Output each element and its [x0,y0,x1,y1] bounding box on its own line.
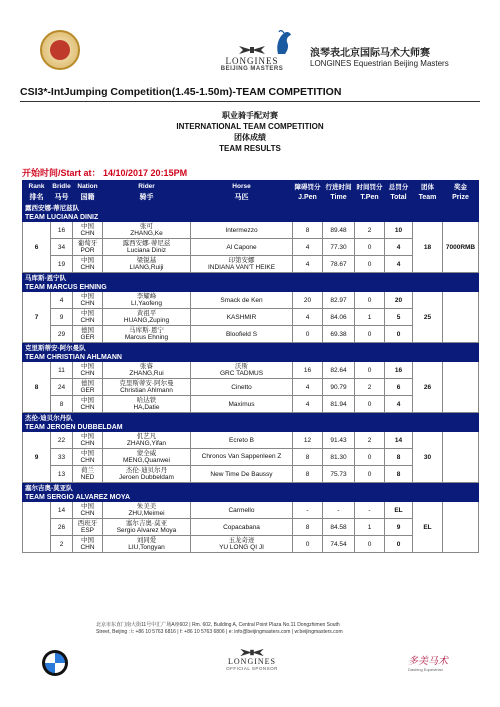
nation-cn: 德国 [81,379,94,387]
horse-name-cn: 沃斯 [235,362,248,370]
results-table [22,180,479,553]
nation-cn: 葡萄牙 [77,239,98,247]
nation-cell [73,362,103,379]
team-total: 26 [413,362,443,413]
team-name-en: TEAM MARCUS EHNING [23,283,479,292]
team-name-cn: 克里斯蒂安-阿尔曼队 [23,343,479,353]
col-total: Total [385,192,413,203]
table-row [23,519,479,536]
rider-name-cn: 仉艺凡 [136,432,157,440]
rider-name: Sergio Alvarez Moya [116,527,177,534]
time-value: 84.58 [323,519,355,536]
team-rank: 7 [23,292,51,343]
rider-cell [103,536,191,553]
rider-name: ZHANG,Ke [130,230,163,237]
dashing-equestrian-logo [408,652,468,676]
jumping-penalty: 4 [293,256,323,273]
table-row [23,309,479,326]
team-rank: 6 [23,222,51,273]
nation-cn: 中国 [81,292,94,300]
team-header-cn [23,273,479,283]
time-value: 75.73 [323,466,355,483]
rider-cell [103,362,191,379]
nation-cell [73,309,103,326]
time-penalty: 0 [355,396,385,413]
time-penalty: 2 [355,432,385,449]
longines-sponsor-logo [212,648,292,671]
nation-cell [73,292,103,309]
nation-cell [73,256,103,273]
rider-name: Christian Ahlmann [120,387,173,394]
total-penalty: 0 [385,326,413,343]
total-penalty: 20 [385,292,413,309]
jumping-penalty: 8 [293,449,323,466]
nation-cell [73,239,103,256]
nation-cn: 德国 [81,326,94,334]
table-row [23,396,479,413]
jumping-penalty: 16 [293,362,323,379]
team-rank: 8 [23,362,51,413]
horse-name: GRC TADMUS [219,370,264,377]
rider-name: HA,Datie [133,404,160,411]
team-header-en [23,283,479,292]
time-penalty: 0 [355,256,385,273]
col-jpen: J.Pen [293,192,323,203]
sponsor-right-en: Dashing Equestrian [408,667,443,672]
nation-cell [73,396,103,413]
table-row [23,536,479,553]
bridle-number: 19 [51,256,73,273]
rider-name-cn: 梁锐基 [136,256,157,264]
col-team-cn: 团体 [413,181,443,192]
col-horse: Horse [191,181,293,192]
rider-name: LI,Yaofeng [131,300,162,307]
rider-cell [103,222,191,239]
col-rider-cn: 骑手 [103,192,191,203]
nation-code: CHN [80,370,95,377]
rider-name: Luciana Diniz [126,247,167,254]
horse-cell: Chronos Van Sappenleen Z [191,449,293,466]
rider-cell [103,256,191,273]
rider-name: Jeroen Dubbeldam [119,474,174,481]
title-divider [20,101,480,102]
col-prize: Prize [443,192,479,203]
jumping-penalty: 4 [293,239,323,256]
sponsor-brand: LONGINES [228,657,276,666]
rider-name-cn: 朱美美 [136,502,157,510]
time-penalty: 0 [355,536,385,553]
horse-cell: Cinetto [191,379,293,396]
bridle-number: 16 [51,222,73,239]
nation-code: CHN [80,317,95,324]
col-horse-cn: 马匹 [191,192,293,203]
time-value: 82.97 [323,292,355,309]
rider-name: Marcus Ehning [124,334,169,341]
rider-name: LIANG,Ruiji [129,264,164,271]
footer-line-1: 北京市东直门南大街11号中汇广场A座602 | Rm. 602, Building A, Central Point Plaza No.11 Dongzhimen South [96,622,340,628]
nation-code: CHN [80,510,95,517]
nation-cn: 荷兰 [81,466,94,474]
total-penalty: EL [385,502,413,519]
bridle-number: 24 [51,379,73,396]
total-penalty: 4 [385,239,413,256]
nation-code: GER [80,334,95,341]
rider-cell [103,502,191,519]
nation-cell [73,222,103,239]
rider-name: ZHANG,Yifan [126,440,167,447]
col-nation-cn: 国籍 [73,192,103,203]
rider-name: HUANG,Zuping [123,317,170,324]
nation-cn: 中国 [81,362,94,370]
rider-name: ZHANG,Rui [129,370,164,377]
col-bridle-cn: 马号 [51,192,73,203]
nation-cn: 中国 [81,449,94,457]
nation-cell [73,432,103,449]
nation-cn: 中国 [81,256,94,264]
rider-name-cn: 黄祖平 [136,309,157,317]
time-penalty: - [355,502,385,519]
col-tpen: T.Pen [355,192,385,203]
rider-cell [103,466,191,483]
page-header [0,0,500,86]
horse-name: YU LONG QI JI [219,544,264,551]
winged-hourglass-icon [237,45,267,55]
rider-name: MENG,Quanwei [123,457,170,464]
team-name-en: TEAM LUCIANA DINIZ [23,213,479,222]
time-value: 69.38 [323,326,355,343]
sponsor-subtitle: OFFICIAL SPONSOR [226,666,278,671]
jumping-penalty: 4 [293,379,323,396]
rider-name-cn: 哈达铁 [136,396,157,404]
time-value: - [323,502,355,519]
team-header-en [23,493,479,502]
rider-name: ZHU,Meimei [128,510,165,517]
col-bridle: Bridle [52,182,71,190]
rider-cell [103,396,191,413]
jumping-penalty: 4 [293,396,323,413]
results-cn: 团体成绩 [234,133,266,142]
rider-cell [103,519,191,536]
rider-name-cn: 克里斯蒂安·阿尔曼 [119,379,174,387]
time-penalty: 0 [355,239,385,256]
total-penalty: 10 [385,222,413,239]
rider-cell [103,449,191,466]
col-team: Team [413,192,443,203]
jumping-penalty: - [293,502,323,519]
horse-cell: Bloofield S [191,326,293,343]
nation-code: CHN [80,544,95,551]
jumping-penalty: 0 [293,326,323,343]
table-row [23,502,479,519]
table-row [23,362,479,379]
header-row-en [23,181,479,192]
bridle-number: 26 [51,519,73,536]
bridle-number: 4 [51,292,73,309]
time-value: 84.06 [323,309,355,326]
table-row [23,222,479,239]
team-rank [23,502,51,553]
jumping-penalty: 8 [293,466,323,483]
rider-cell [103,309,191,326]
rider-name-cn: 张睿 [140,362,153,370]
sponsor-right-cn: 多美马术 [408,656,448,667]
table-row [23,379,479,396]
time-value: 74.54 [323,536,355,553]
winged-hourglass-icon [238,648,266,657]
table-row [23,449,479,466]
time-penalty: 2 [355,379,385,396]
rider-name-cn: 李耀峰 [136,292,157,300]
team-prize [443,432,479,483]
nation-code: CHN [80,404,95,411]
time-value: 82.64 [323,362,355,379]
horse-name-cn: 玉龙奇迹 [228,536,255,544]
total-penalty: 6 [385,379,413,396]
horse-name-cn: 印第安娜 [228,256,255,264]
time-penalty: 1 [355,519,385,536]
time-value: 81.94 [323,396,355,413]
bridle-number: 9 [51,309,73,326]
horse-cell: Intermezzo [191,222,293,239]
time-penalty: 0 [355,292,385,309]
rider-name-cn: 马库斯·恩宁 [129,326,164,334]
col-nation: Nation [73,181,103,192]
team-prize [443,292,479,343]
nation-cn: 中国 [81,222,94,230]
footer-line-2: Street, Beijing : t: +86 10 5763 6816 | f: +86 10 5763 6806 | e: info@beijingmasters.com | w:beijingmasters.com [96,629,343,635]
rider-name-cn: 张可 [140,222,153,230]
nation-code: ESP [80,527,94,534]
nation-code: NED [80,474,95,481]
nation-cell [73,466,103,483]
event-title-en: LONGINES Equestrian Beijing Masters [310,59,449,68]
total-penalty: 14 [385,432,413,449]
subtitle-en: INTERNATIONAL TEAM COMPETITION [176,122,324,131]
table-row [23,432,479,449]
bridle-number: 14 [51,502,73,519]
horse-cell: Smack de Ken [191,292,293,309]
horse-name: INDIANA VAN'T HEIKE [207,264,276,271]
nation-cn: 中国 [81,502,94,510]
nation-code: CHN [80,230,95,237]
time-value: 91.43 [323,432,355,449]
horse-cell: Al Capone [191,239,293,256]
horse-cell: Ecreto B [191,432,293,449]
bridle-number: 34 [51,239,73,256]
rider-cell [103,239,191,256]
bmw-logo-icon [42,650,68,676]
jumping-penalty: 8 [293,222,323,239]
horse-cell [191,362,293,379]
nation-cn: 中国 [81,309,94,317]
rider-cell [103,326,191,343]
table-row [23,256,479,273]
horse-cell [191,536,293,553]
bridle-number: 33 [51,449,73,466]
table-row [23,292,479,309]
team-name-cn: 马库斯-恩宁队 [23,273,479,283]
nation-code: GER [80,387,95,394]
team-total: 30 [413,432,443,483]
nation-cell [73,449,103,466]
bridle-number: 29 [51,326,73,343]
team-name-cn: 塞尔吉奥-莫亚队 [23,483,479,493]
total-penalty: 4 [385,396,413,413]
time-value: 89.48 [323,222,355,239]
header-row-cn [23,192,479,203]
time-penalty: 0 [355,326,385,343]
rider-name-cn: 塞尔吉奥·莫亚 [125,519,168,527]
rider-name: LIU,Tongyan [128,544,165,551]
total-penalty: 8 [385,449,413,466]
nation-cell [73,502,103,519]
total-penalty: 8 [385,466,413,483]
table-row [23,326,479,343]
bridle-number: 11 [51,362,73,379]
nation-cell [73,326,103,343]
nation-code: CHN [80,457,95,464]
table-row [23,466,479,483]
footer-address [96,622,416,636]
nation-code: CHN [80,440,95,447]
team-header-en [23,213,479,222]
association-seal-icon [40,30,80,70]
team-prize [443,502,479,553]
team-prize: 7000RMB [443,222,479,273]
jumping-penalty: 4 [293,309,323,326]
nation-code: CHN [80,264,95,271]
brand-name: LONGINES [225,56,279,66]
team-name-en: TEAM SERGIO ALVAREZ MOYA [23,493,479,502]
bridle-number: 2 [51,536,73,553]
brand-subtitle: BEIJING MASTERS [220,66,284,72]
col-prize-cn: 奖金 [443,181,479,192]
nation-cell [73,379,103,396]
team-total: 25 [413,292,443,343]
team-header-cn [23,203,479,213]
horse-head-icon [272,30,294,56]
team-header-en [23,353,479,362]
nation-cn: 中国 [81,432,94,440]
bridle-number: 13 [51,466,73,483]
nation-cell [73,519,103,536]
col-total-cn: 总罚分 [385,181,413,192]
time-value: 90.79 [323,379,355,396]
total-penalty: 9 [385,519,413,536]
team-header-cn [23,343,479,353]
rider-name-cn: 刘同爱 [136,536,157,544]
subtitle-cn: 职业骑手配对赛 [222,111,278,120]
horse-cell: KASHMIR [191,309,293,326]
jumping-penalty: 0 [293,536,323,553]
total-penalty: 16 [385,362,413,379]
col-tpen-cn: 时间罚分 [355,181,385,192]
horse-cell [191,256,293,273]
jumping-penalty: 20 [293,292,323,309]
col-time-cn: 行进时间 [323,181,355,192]
time-penalty: 0 [355,449,385,466]
rider-name-cn: 杰伦·迪贝尔丹 [125,466,168,474]
team-header-cn [23,483,479,493]
horse-cell: Maximus [191,396,293,413]
horse-cell: New Time De Baussy [191,466,293,483]
horse-cell: Carmello [191,502,293,519]
rider-cell [103,292,191,309]
col-rank: Rank [23,181,51,192]
rider-name-cn: 露西安娜·蒂尼兹 [122,239,171,247]
total-penalty: 5 [385,309,413,326]
col-rider: Rider [103,181,191,192]
nation-cell [73,536,103,553]
col-time: Time [323,192,355,203]
team-total: 18 [413,222,443,273]
time-value: 78.67 [323,256,355,273]
start-time: 开始时间/Start at： 14/10/2017 20:15PM [22,168,188,178]
jumping-penalty: 12 [293,432,323,449]
rider-cell [103,379,191,396]
nation-cn: 中国 [81,536,94,544]
bridle-number: 8 [51,396,73,413]
team-name-cn: 露西安娜-蒂尼兹队 [23,203,479,213]
col-jpen-cn: 障碍罚分 [293,181,323,192]
time-value: 81.30 [323,449,355,466]
time-value: 77.30 [323,239,355,256]
nation-cn: 西班牙 [77,519,98,527]
event-title-cn: 浪琴表北京国际马术大师赛 [310,48,430,59]
rider-cell [103,432,191,449]
results-en: TEAM RESULTS [219,144,281,153]
time-penalty: 2 [355,222,385,239]
nation-code: POR [80,247,95,254]
jumping-penalty: 8 [293,519,323,536]
horse-cell: Copacabana [191,519,293,536]
team-total: EL [413,502,443,553]
col-rank-cn: 排名 [23,192,51,203]
nation-cn: 中国 [81,396,94,404]
time-penalty: 1 [355,309,385,326]
team-rank: 9 [23,432,51,483]
time-penalty: 0 [355,362,385,379]
total-penalty: 4 [385,256,413,273]
competition-subtitles [0,110,500,154]
competition-title: CSI3*-IntJumping Competition(1.45-1.50m)-TEAM COMPETITION [20,86,342,98]
total-penalty: 0 [385,536,413,553]
team-name-en: TEAM CHRISTIAN AHLMANN [23,353,479,362]
nation-code: CHN [80,300,95,307]
rider-name-cn: 蒙全威 [136,449,157,457]
team-prize [443,362,479,413]
team-header-cn [23,413,479,423]
team-header-en [23,423,479,432]
time-penalty: 0 [355,466,385,483]
team-name-en: TEAM JEROEN DUBBELDAM [23,423,479,432]
bridle-number: 22 [51,432,73,449]
team-name-cn: 杰伦-迪贝尔丹队 [23,413,479,423]
table-row [23,239,479,256]
